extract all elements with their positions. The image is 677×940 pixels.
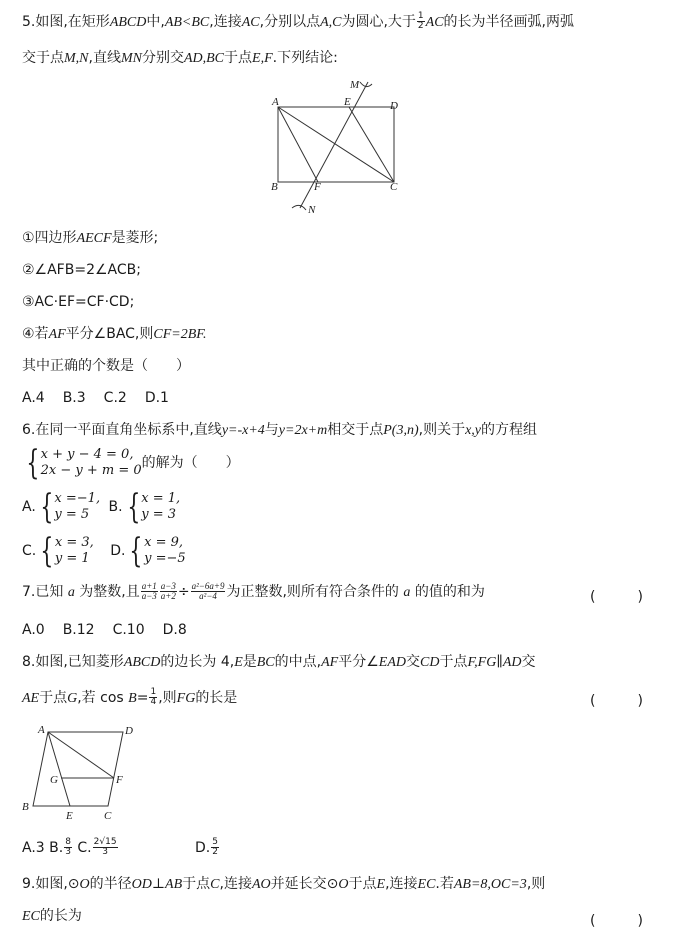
text: ,连接 [385,876,418,892]
math: E [376,877,386,892]
text: ,若 cos [77,689,124,706]
label-m: M [350,79,360,91]
label-c: C [390,181,398,193]
q8-stem-line2 [22,688,237,708]
q6-stem [22,422,537,440]
text: 5.如图,在矩形 [22,13,110,30]
label-f: F [116,774,123,786]
math: y=2x+m [278,423,328,438]
text: 交 [521,654,536,670]
q5-stem-line1 [22,12,574,32]
text: 7.已知 [22,583,64,600]
fraction-cos: $\frac{1}{4}$ [150,687,157,708]
q5-conclusion-1 [22,230,158,248]
q5-rectangle-figure [262,78,412,218]
text: 平分∠ [338,654,379,670]
q7-answer-paren[interactable]: ( ) [590,589,643,605]
math: AC [241,14,260,30]
diagonal-ac [278,107,394,182]
math: A,C [320,14,342,30]
text: 的边长为 4, [160,654,235,670]
q8-answer-paren[interactable]: ( ) [590,693,643,709]
text: 9.如图,⊙ [22,876,80,892]
rhombus-abcd [33,732,123,806]
text: 的中点, [274,654,322,670]
text: 8.如图,已知菱形 [22,654,124,670]
q9-stem-line1 [22,876,545,894]
q6-options-row2 [22,531,186,571]
math: C [210,877,220,892]
text: 于点 [39,689,68,706]
option-b[interactable]: B.12 [62,622,95,638]
math: ABCD [123,655,161,670]
equation-system: { x + y − 4 = 0, 2x − y + m = 0 [26,443,142,483]
q8-options [22,838,220,858]
fraction: $\frac{\text{a²−6a+9}}{\text{a²−4}}$ [191,581,225,602]
text: ,连接 [209,13,242,30]
text: 于点 [224,50,253,66]
q5-conclusion-2: ②∠AFB=2∠ACB; [22,262,141,278]
text: 于点 [439,654,468,670]
text: 与 [264,422,279,438]
label-b: B [271,181,278,193]
q7-options [22,622,205,639]
math: P(3,n) [383,423,419,438]
label-d: D [125,725,133,737]
text: 相交于点 [327,422,384,438]
label-g: G [50,774,58,786]
fraction-half: $\frac{1}{2}$ [417,11,424,32]
text: 并延长交⊙ [270,876,339,892]
option-d[interactable]: D. { x = 9, y =−5 [110,531,186,571]
math: AD,BC [183,51,225,66]
q9-stem-line2 [22,908,82,926]
math: AB<BC [164,14,210,30]
segment-ec [349,107,394,182]
label-e: E [344,96,351,108]
math: AC [425,14,444,30]
math: M,N [64,51,89,66]
label-a: A [272,96,279,108]
text: ,则关于 [418,422,466,438]
math: MN [120,51,142,66]
option-c[interactable]: C. { x = 3, y = 1 [22,531,94,571]
option-c[interactable]: C.2 [103,390,127,406]
text: .若 [435,876,454,892]
label-e: E [66,810,73,822]
math: AF [48,327,66,342]
option-a[interactable]: A. { x =−1, y = 5 [22,487,101,527]
text: 的值的和为 [414,583,485,600]
text: ,则 [158,689,177,706]
option-a[interactable]: A.4 [22,390,45,406]
text: ①四边形 [22,230,77,246]
math: FG [176,690,196,706]
option-d[interactable]: D.1 [144,390,169,406]
option-d[interactable]: D. $\frac{5}{2}$ [195,837,218,858]
math: OD⊥AB [131,877,183,892]
text: .下列结论: [272,50,338,66]
math: B [128,690,137,706]
q8-rhombus-figure [18,720,148,830]
text: 的半径 [89,876,132,892]
text: 中, [146,13,165,30]
text: 为圆心,大于 [341,13,416,30]
math: a [403,584,411,600]
fraction: $\frac{a+1}{a-3}$ [141,581,157,602]
q5-conclusion-4 [22,326,207,344]
option-b[interactable]: B.3 [62,390,86,406]
math: EC [22,909,40,924]
text: 是 [242,654,257,670]
fraction: $\frac{a-3}{a+2}$ [160,581,176,602]
label-b: B [22,801,29,813]
label-n: N [308,204,316,216]
text: 于点 [182,876,211,892]
segment-af [278,107,318,182]
text: 是菱形; [111,230,159,246]
text: 的方程组 [481,422,538,438]
q6-options-row1 [22,487,181,527]
text: 交 [405,654,420,670]
option-a[interactable]: A.0 [22,622,45,638]
math: a [67,584,75,600]
math: y=-x+4 [221,423,265,438]
text: ,直线 [88,50,121,66]
text: 分别交 [141,50,184,66]
q6-system [22,443,240,483]
math: AF [321,655,339,670]
q7-stem [22,582,485,602]
q5-options [22,390,187,407]
text: 的长为 [39,908,82,924]
text: ,分别以点 [259,13,321,30]
q5-question: 其中正确的个数是（ ） [22,358,190,374]
math: x,y [465,423,482,438]
q8-stem-line1 [22,654,535,672]
math: AECF [76,231,112,246]
q5-conclusion-3: ③AC·EF=CF·CD; [22,294,135,310]
text: 平分∠BAC,则 [65,326,154,342]
math: O [79,877,90,892]
math: O [338,877,349,892]
text: 6.在同一平面直角坐标系中,直线 [22,422,222,438]
segment-af [48,732,114,778]
math: AB=8,OC=3 [453,877,527,892]
label-c: C [104,810,112,822]
option-a[interactable]: A.3 [22,839,45,856]
math: E [234,655,243,670]
option-b[interactable]: B. $\frac{8}{3}$ [49,837,71,858]
text: 交于点 [22,50,64,66]
option-c[interactable]: C. $\frac{2√15}{3}$ [77,837,117,858]
math: ABCD [109,14,147,30]
math: EC [417,877,436,892]
text: 于点 [348,876,377,892]
q9-answer-paren[interactable]: ( ) [590,913,643,929]
text: ,则 [526,876,546,892]
math: F,FG∥AD [467,655,522,670]
q5-stem-line2 [22,50,338,68]
text: 为整数,且 [79,583,140,600]
option-d[interactable]: D.8 [162,622,187,638]
option-c[interactable]: C.10 [112,622,145,638]
label-f: F [314,181,321,193]
math: CD [419,655,440,670]
math: E,F [252,51,273,66]
math: AE [22,690,40,706]
math: G [67,690,78,706]
label-d: D [390,100,398,112]
label-a: A [38,724,45,736]
divide-sign: ÷ [177,583,190,600]
math: AO [251,877,271,892]
text: 的解为（ ） [141,455,240,471]
text: = [136,689,149,706]
math: BC [256,655,275,670]
text: ,连接 [219,876,252,892]
line-mn [300,82,368,208]
math: CF=2BF. [153,327,207,342]
text: 的长是 [195,689,238,706]
segment-ae [48,732,70,806]
text: 为正整数,则所有符合条件的 [226,583,399,600]
option-b[interactable]: B. { x = 1, y = 3 [108,487,181,527]
text: ④若 [22,326,49,342]
arc-n [292,205,306,210]
math: EAD [378,655,406,670]
text: 的长为半径画弧,两弧 [443,13,574,30]
